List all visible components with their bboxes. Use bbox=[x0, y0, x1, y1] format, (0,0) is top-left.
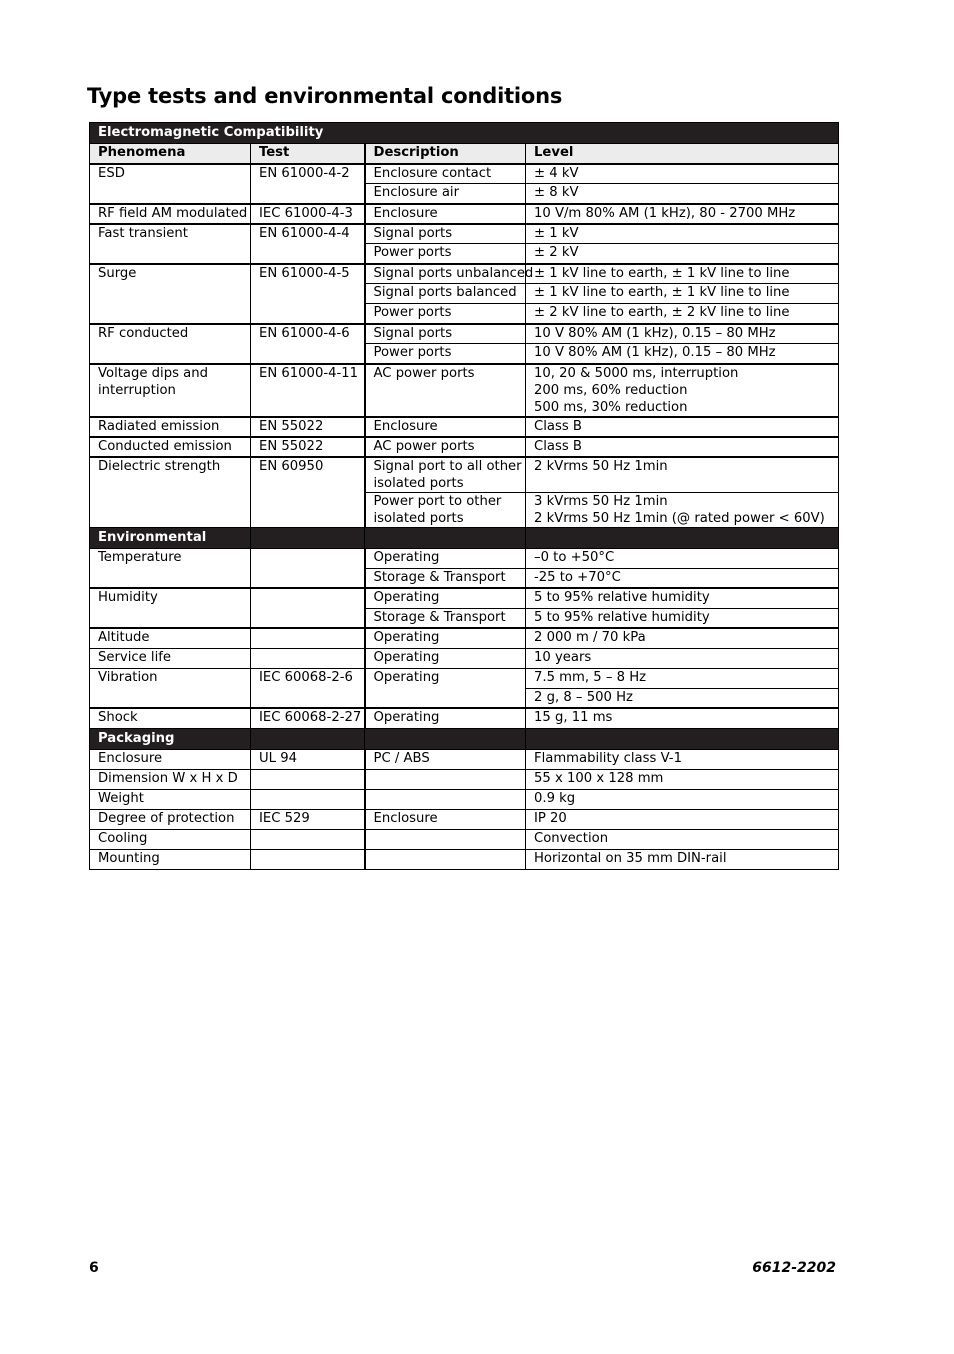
description-cell bbox=[365, 492, 526, 527]
phenomena-cell: Cooling bbox=[90, 829, 251, 849]
level-line: 2 kVrms 50 Hz 1min (@ rated power < 60V) bbox=[534, 510, 825, 526]
section-title: Packaging bbox=[90, 728, 251, 749]
description-cell: Operating bbox=[365, 628, 526, 648]
description-cell: Storage & Transport bbox=[365, 608, 526, 628]
level-cell: 10 V 80% AM (1 kHz), 0.15 – 80 MHz bbox=[526, 324, 839, 344]
phenomena-cell: Humidity bbox=[90, 588, 251, 628]
level-cell: Flammability class V-1 bbox=[526, 749, 839, 769]
phenomena-line: interruption bbox=[98, 382, 176, 398]
phenomena-cell: Service life bbox=[90, 648, 251, 668]
level-line: 200 ms, 60% reduction bbox=[534, 382, 688, 398]
table-row bbox=[90, 588, 839, 608]
section-filler bbox=[365, 728, 526, 749]
test-cell bbox=[251, 648, 365, 668]
level-cell bbox=[526, 492, 839, 527]
test-cell: EN 55022 bbox=[251, 417, 365, 437]
description-cell bbox=[365, 769, 526, 789]
test-cell: UL 94 bbox=[251, 749, 365, 769]
table-row bbox=[90, 668, 839, 688]
description-cell: Power ports bbox=[365, 244, 526, 264]
table-row bbox=[90, 708, 839, 728]
level-cell: Horizontal on 35 mm DIN-rail bbox=[526, 849, 839, 869]
document-number: 6612-2202 bbox=[752, 1260, 836, 1276]
table-row bbox=[90, 789, 839, 809]
table-row bbox=[90, 224, 839, 244]
phenomena-cell: RF field AM modulated bbox=[90, 204, 251, 224]
phenomena-cell bbox=[90, 364, 251, 417]
page-number: 6 bbox=[89, 1260, 99, 1276]
phenomena-cell: Fast transient bbox=[90, 224, 251, 264]
description-line: isolated ports bbox=[373, 510, 464, 526]
table-row bbox=[90, 417, 839, 437]
description-cell: Operating bbox=[365, 708, 526, 728]
table-row bbox=[90, 628, 839, 648]
description-cell bbox=[365, 849, 526, 869]
test-cell: EN 60950 bbox=[251, 457, 365, 528]
description-cell: Enclosure bbox=[365, 417, 526, 437]
table-row bbox=[90, 648, 839, 668]
level-line: 500 ms, 30% reduction bbox=[534, 399, 688, 415]
test-cell: IEC 61000-4-3 bbox=[251, 204, 365, 224]
phenomena-cell: Dielectric strength bbox=[90, 457, 251, 528]
section-title: Electromagnetic Compatibility bbox=[90, 123, 839, 144]
test-cell bbox=[251, 548, 365, 588]
level-cell: 55 x 100 x 128 mm bbox=[526, 769, 839, 789]
description-cell bbox=[365, 457, 526, 493]
level-cell: Class B bbox=[526, 437, 839, 457]
description-cell: Signal ports bbox=[365, 324, 526, 344]
description-cell: Operating bbox=[365, 548, 526, 568]
description-line: isolated ports bbox=[373, 475, 464, 491]
test-cell: EN 61000-4-11 bbox=[251, 364, 365, 417]
table-row bbox=[90, 749, 839, 769]
table-row bbox=[90, 264, 839, 284]
test-cell bbox=[251, 829, 365, 849]
level-cell: ± 1 kV line to earth, ± 1 kV line to line bbox=[526, 284, 839, 304]
column-header: Level bbox=[526, 144, 839, 164]
table-row bbox=[90, 364, 839, 417]
column-header: Description bbox=[365, 144, 526, 164]
description-cell: AC power ports bbox=[365, 364, 526, 417]
description-cell: Signal ports bbox=[365, 224, 526, 244]
description-cell: Storage & Transport bbox=[365, 568, 526, 588]
test-cell: EN 61000-4-2 bbox=[251, 164, 365, 204]
table-row bbox=[90, 457, 839, 493]
table-row bbox=[90, 164, 839, 184]
phenomena-cell: Degree of protection bbox=[90, 809, 251, 829]
test-cell bbox=[251, 769, 365, 789]
description-line: Signal port to all other bbox=[373, 458, 522, 474]
section-filler bbox=[526, 527, 839, 548]
test-cell: EN 61000-4-5 bbox=[251, 264, 365, 324]
level-cell: 0.9 kg bbox=[526, 789, 839, 809]
phenomena-cell: RF conducted bbox=[90, 324, 251, 364]
test-cell: EN 55022 bbox=[251, 437, 365, 457]
level-cell: ± 1 kV bbox=[526, 224, 839, 244]
description-cell: Power ports bbox=[365, 304, 526, 324]
test-cell bbox=[251, 588, 365, 628]
description-cell: Operating bbox=[365, 648, 526, 668]
level-cell: 5 to 95% relative humidity bbox=[526, 608, 839, 628]
test-cell bbox=[251, 789, 365, 809]
level-cell: IP 20 bbox=[526, 809, 839, 829]
phenomena-cell: Conducted emission bbox=[90, 437, 251, 457]
level-cell: Convection bbox=[526, 829, 839, 849]
section-header-environmental bbox=[90, 527, 839, 548]
description-line: Power port to other bbox=[373, 493, 502, 509]
column-header: Phenomena bbox=[90, 144, 251, 164]
level-cell: Class B bbox=[526, 417, 839, 437]
section-title: Environmental bbox=[90, 527, 251, 548]
description-cell: Enclosure bbox=[365, 204, 526, 224]
level-cell: 15 g, 11 ms bbox=[526, 708, 839, 728]
section-header-packaging bbox=[90, 728, 839, 749]
phenomena-cell: Surge bbox=[90, 264, 251, 324]
level-cell: ± 1 kV line to earth, ± 1 kV line to line bbox=[526, 264, 839, 284]
level-cell: -25 to +70°C bbox=[526, 568, 839, 588]
level-cell: ± 8 kV bbox=[526, 184, 839, 204]
page-title: Type tests and environmental conditions bbox=[87, 84, 563, 108]
phenomena-cell: Radiated emission bbox=[90, 417, 251, 437]
table-row bbox=[90, 324, 839, 344]
test-cell: IEC 60068-2-27 bbox=[251, 708, 365, 728]
description-cell: Power ports bbox=[365, 344, 526, 364]
description-cell: Operating bbox=[365, 668, 526, 708]
phenomena-cell: Weight bbox=[90, 789, 251, 809]
section-filler bbox=[365, 527, 526, 548]
level-cell: 2 kVrms 50 Hz 1min bbox=[526, 457, 839, 493]
level-cell: –0 to +50°C bbox=[526, 548, 839, 568]
description-cell: AC power ports bbox=[365, 437, 526, 457]
test-cell bbox=[251, 849, 365, 869]
column-header-row bbox=[90, 144, 839, 164]
section-header-emc bbox=[90, 123, 839, 144]
description-cell bbox=[365, 829, 526, 849]
spec-table bbox=[89, 122, 839, 870]
description-cell: Signal ports balanced bbox=[365, 284, 526, 304]
level-line: 10, 20 & 5000 ms, interruption bbox=[534, 365, 739, 381]
table-row bbox=[90, 204, 839, 224]
level-cell: 10 V 80% AM (1 kHz), 0.15 – 80 MHz bbox=[526, 344, 839, 364]
description-cell: Signal ports unbalanced bbox=[365, 264, 526, 284]
phenomena-cell: Temperature bbox=[90, 548, 251, 588]
level-cell bbox=[526, 364, 839, 417]
table-row bbox=[90, 809, 839, 829]
level-cell: ± 4 kV bbox=[526, 164, 839, 184]
phenomena-cell: Dimension W x H x D bbox=[90, 769, 251, 789]
test-cell: EN 61000-4-6 bbox=[251, 324, 365, 364]
table-row bbox=[90, 849, 839, 869]
phenomena-cell: Mounting bbox=[90, 849, 251, 869]
level-cell: 10 years bbox=[526, 648, 839, 668]
section-filler bbox=[251, 527, 365, 548]
test-cell: IEC 529 bbox=[251, 809, 365, 829]
phenomena-cell: Enclosure bbox=[90, 749, 251, 769]
description-cell: Enclosure contact bbox=[365, 164, 526, 184]
description-cell: PC / ABS bbox=[365, 749, 526, 769]
phenomena-line: Voltage dips and bbox=[98, 365, 208, 381]
level-cell: ± 2 kV bbox=[526, 244, 839, 264]
phenomena-cell: Vibration bbox=[90, 668, 251, 708]
table-row bbox=[90, 548, 839, 568]
level-cell: ± 2 kV line to earth, ± 2 kV line to line bbox=[526, 304, 839, 324]
column-header: Test bbox=[251, 144, 365, 164]
section-filler bbox=[251, 728, 365, 749]
description-cell: Enclosure bbox=[365, 809, 526, 829]
level-cell: 2 000 m / 70 kPa bbox=[526, 628, 839, 648]
description-cell: Enclosure air bbox=[365, 184, 526, 204]
level-cell: 7.5 mm, 5 – 8 Hz bbox=[526, 668, 839, 688]
level-line: 3 kVrms 50 Hz 1min bbox=[534, 493, 668, 509]
phenomena-cell: Shock bbox=[90, 708, 251, 728]
test-cell bbox=[251, 628, 365, 648]
test-cell: EN 61000-4-4 bbox=[251, 224, 365, 264]
table-row bbox=[90, 769, 839, 789]
table-row bbox=[90, 437, 839, 457]
level-cell: 2 g, 8 – 500 Hz bbox=[526, 688, 839, 708]
test-cell: IEC 60068-2-6 bbox=[251, 668, 365, 708]
description-cell bbox=[365, 789, 526, 809]
phenomena-cell: Altitude bbox=[90, 628, 251, 648]
level-cell: 10 V/m 80% AM (1 kHz), 80 - 2700 MHz bbox=[526, 204, 839, 224]
section-filler bbox=[526, 728, 839, 749]
phenomena-cell: ESD bbox=[90, 164, 251, 204]
level-cell: 5 to 95% relative humidity bbox=[526, 588, 839, 608]
table-row bbox=[90, 829, 839, 849]
description-cell: Operating bbox=[365, 588, 526, 608]
